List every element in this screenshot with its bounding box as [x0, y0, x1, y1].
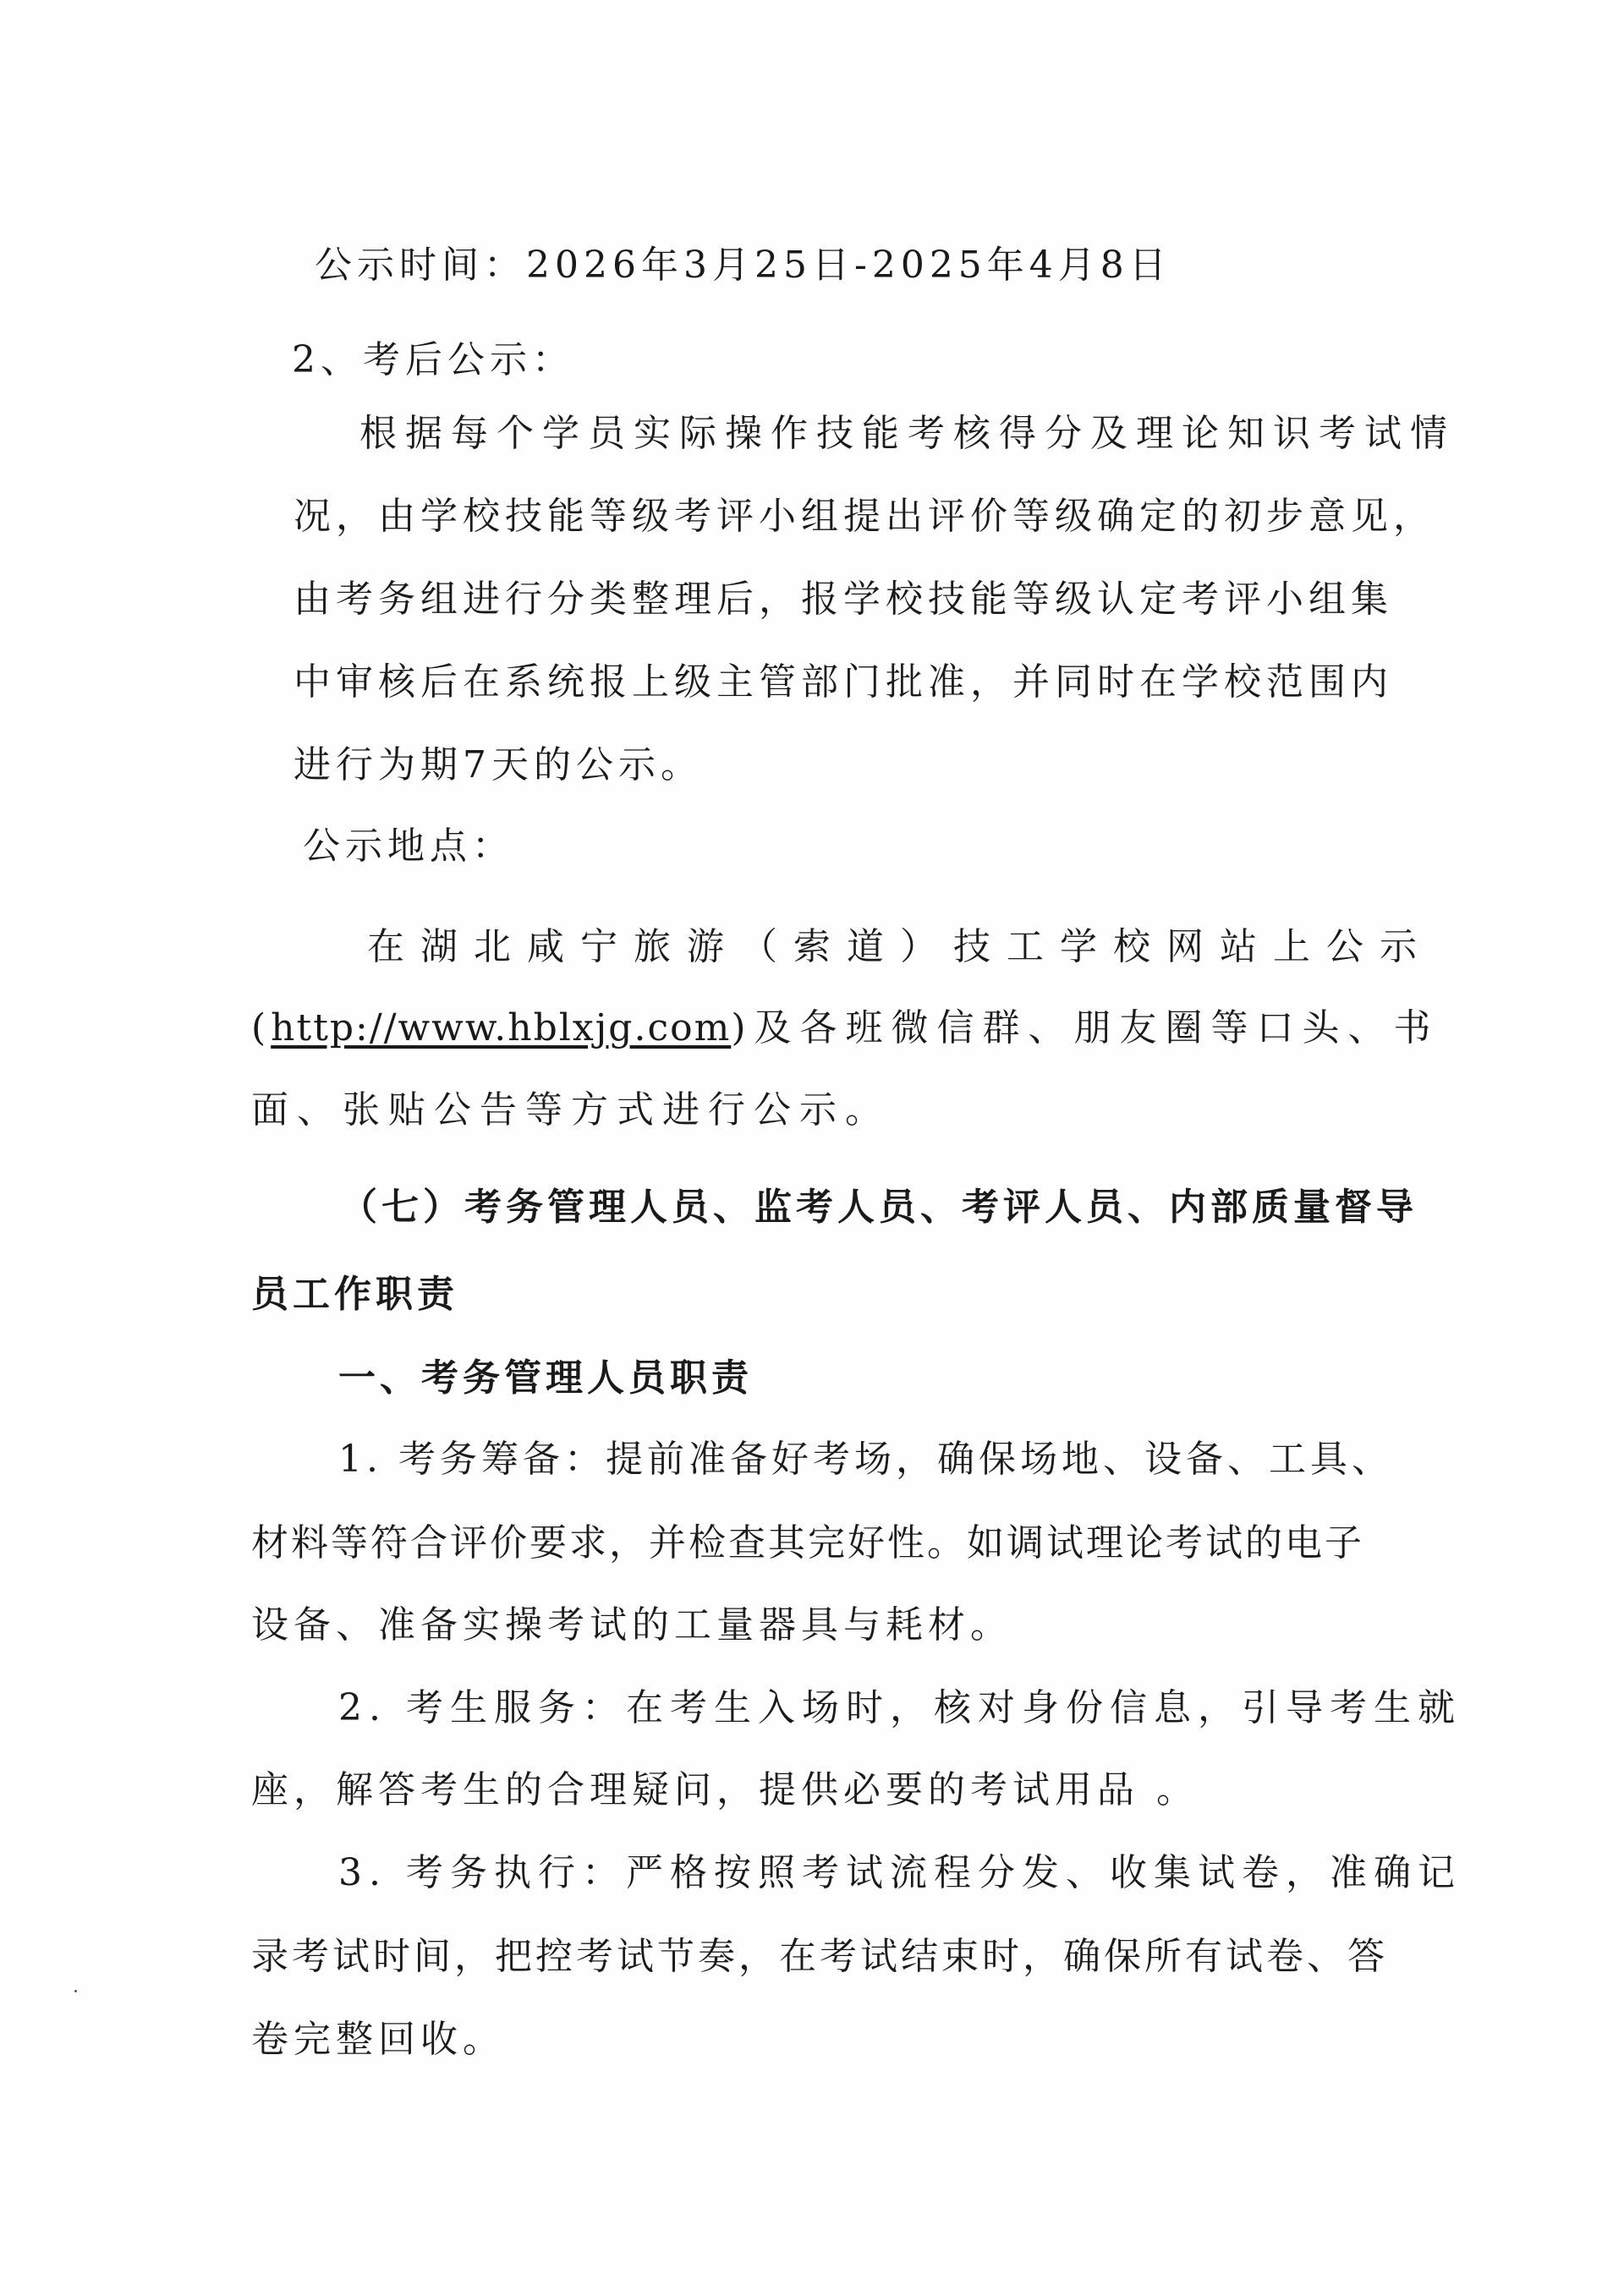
paragraph-line: 况，由学校技能等级考评小组提出评价等级确定的初步意见，	[294, 495, 1435, 538]
paragraph-line: 由考务组进行分类整理后，报学校技能等级认定考评小组集	[294, 578, 1393, 621]
paragraph-line: 座，解答考生的合理疑问，提供必要的考试用品 。	[251, 1768, 1199, 1811]
section-heading: 员工作职责	[251, 1273, 458, 1316]
publicity-location-label: 公示地点：	[303, 825, 514, 868]
paragraph-line: 3. 考务执行：严格按照考试流程分发、收集试卷，准确记	[338, 1851, 1462, 1894]
paragraph-line: 在湖北咸宁旅游（索道）技工学校网站上公示	[367, 925, 1433, 968]
paragraph-line: 面、张贴公告等方式进行公示。	[251, 1088, 891, 1132]
subsection-heading: 一、考务管理人员职责	[338, 1356, 753, 1400]
section-heading: （七）考务管理人员、监考人员、考评人员、内部质量督导	[340, 1186, 1418, 1229]
paragraph-line: 卷完整回收。	[251, 2018, 505, 2061]
paragraph-line: 中审核后在系统报上级主管部门批准，并同时在学校范围内	[294, 660, 1393, 704]
scan-speck	[74, 1990, 77, 1992]
paren-open: (	[251, 1006, 272, 1049]
paragraph-line: 根据每个学员实际操作技能考核得分及理论知识考试情	[359, 412, 1456, 455]
paragraph-line: 设备、准备实操考试的工量器具与耗材。	[251, 1603, 1012, 1647]
publicity-time: 公示时间：2026年3月25日-2025年4月8日	[315, 244, 1171, 287]
paragraph-line: 材料等符合评价要求，并检查其完好性。如调试理论考试的电子	[251, 1521, 1364, 1564]
website-line	[251, 1006, 1439, 1050]
paragraph-line: 进行为期7天的公示。	[294, 743, 703, 786]
school-website-link[interactable]: http://www.hblxjg.com	[271, 1006, 732, 1049]
paragraph-line: 1. 考务筹备：提前准备好考场，确保场地、设备、工具、	[338, 1438, 1393, 1481]
paragraph-line: 录考试时间，把控考试节奏，在考试结束时，确保所有试卷、答	[251, 1935, 1388, 1978]
paragraph-line: 2. 考生服务：在考生入场时，核对身份信息，引导考生就	[338, 1686, 1462, 1729]
website-line-rest: )及各班微信群、朋友圈等口头、书	[731, 1006, 1440, 1049]
post-exam-publicity-heading: 2、考后公示：	[292, 338, 574, 381]
